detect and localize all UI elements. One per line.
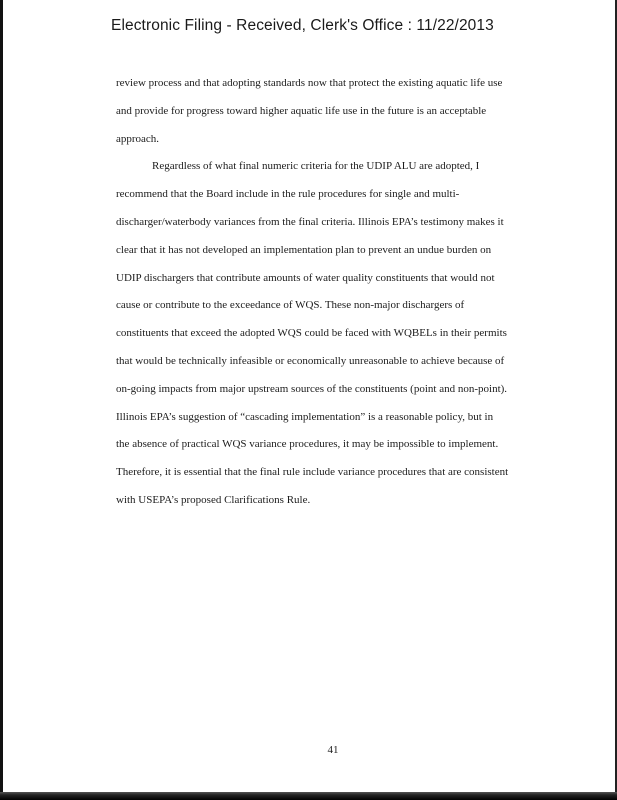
- text-line: clear that it has not developed an implementation plan to prevent an undue burden on: [116, 243, 492, 256]
- text-line: review process and that adopting standards now that protect the existing aquatic life use: [116, 77, 503, 89]
- text-line: that would be technically infeasible or economically unreasonable to achieve because of: [116, 354, 505, 367]
- text-line: approach.: [116, 132, 160, 145]
- paragraph-start-line: Regardless of what final numeric criteria for the UDIP ALU are adopted, I: [152, 160, 480, 173]
- text-line: UDIP dischargers that contribute amounts of water quality constituents that would not: [116, 271, 495, 284]
- text-line: discharger/waterbody variances from the final criteria. Illinois EPA’s testimony makes it: [116, 215, 504, 228]
- scan-left-edge: [0, 0, 3, 800]
- text-line: Illinois EPA’s suggestion of “cascading implementation” is a reasonable policy, but in: [116, 410, 494, 423]
- body-text: [116, 70, 548, 515]
- text-line: the absence of practical WQS variance procedures, it may be impossible to implement.: [116, 438, 499, 451]
- text-line: recommend that the Board include in the rule procedures for single and multi-: [116, 188, 460, 201]
- text-line: cause or contribute to the exceedance of WQS. These non-major dischargers of: [116, 299, 465, 312]
- filing-stamp-header: Electronic Filing - Received, Clerk's Office : 11/22/2013: [111, 17, 494, 34]
- text-line: Therefore, it is essential that the final rule include variance procedures that are consistent: [116, 466, 509, 479]
- page-number: 41: [327, 744, 339, 756]
- text-line: constituents that exceed the adopted WQS could be faced with WQBELs in their permits: [116, 327, 507, 340]
- text-line: on-going impacts from major upstream sources of the constituents (point and non-point).: [116, 382, 508, 395]
- text-line: with USEPA’s proposed Clarifications Rule.: [116, 493, 311, 506]
- scan-bottom-edge: [0, 792, 617, 800]
- text-line: and provide for progress toward higher aquatic life use in the future is an acceptable: [116, 104, 487, 117]
